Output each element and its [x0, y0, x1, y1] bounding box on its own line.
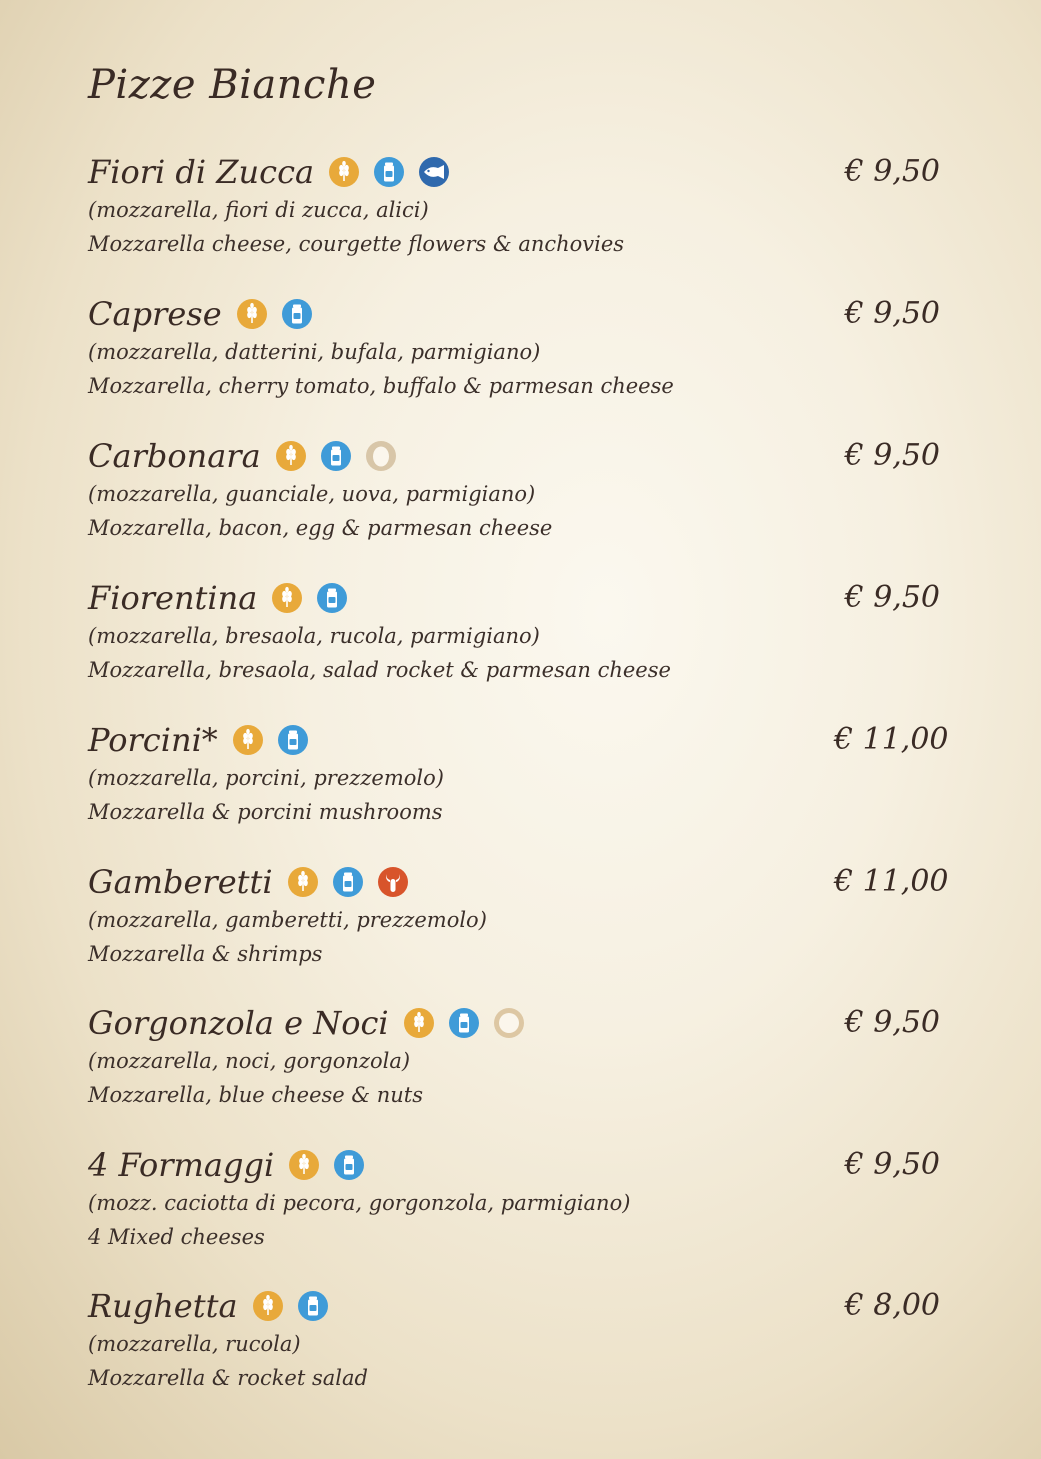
- item-ingredients-italian: (mozzarella, gamberetti, prezzemolo): [88, 908, 487, 932]
- shellfish-icon: [377, 866, 409, 898]
- item-header: [88, 720, 322, 760]
- item-price: € 8,00: [844, 1288, 940, 1323]
- item-ingredients-italian: (mozzarella, rucola): [88, 1332, 301, 1356]
- item-header: [88, 436, 410, 476]
- item-ingredients-english: Mozzarella, bresaola, salad rocket & parmesan cheese: [88, 658, 671, 682]
- menu-item: [88, 578, 948, 698]
- item-header: [88, 152, 463, 192]
- item-ingredients-english: Mozzarella, bacon, egg & parmesan cheese: [88, 516, 553, 540]
- wheat-icon: [328, 156, 360, 188]
- item-ingredients-english: Mozzarella cheese, courgette flowers & anchovies: [88, 232, 625, 256]
- menu-item: [88, 862, 948, 982]
- item-name: Porcini*: [88, 721, 218, 759]
- item-name: Caprese: [88, 295, 222, 333]
- menu-item: [88, 1286, 948, 1406]
- allergen-icons: [232, 724, 322, 756]
- egg-icon: [365, 440, 397, 472]
- milk-bottle-icon: [373, 156, 405, 188]
- allergen-icons: [275, 440, 410, 472]
- item-ingredients-english: 4 Mixed cheeses: [88, 1225, 265, 1249]
- item-ingredients-english: Mozzarella, cherry tomato, buffalo & parmesan cheese: [88, 374, 674, 398]
- allergen-icons: [288, 1149, 378, 1181]
- item-header: [88, 294, 326, 334]
- item-name: Gamberetti: [88, 863, 273, 901]
- wheat-icon: [288, 1149, 320, 1181]
- menu-item: [88, 720, 948, 840]
- allergen-icons: [271, 582, 361, 614]
- item-ingredients-english: Mozzarella, blue cheese & nuts: [88, 1083, 424, 1107]
- menu-item: [88, 294, 948, 414]
- item-header: [88, 1145, 378, 1185]
- wheat-icon: [275, 440, 307, 472]
- item-price: € 9,50: [844, 154, 940, 189]
- milk-bottle-icon: [316, 582, 348, 614]
- item-name: Rughetta: [88, 1287, 238, 1325]
- item-ingredients-italian: (mozzarella, fiori di zucca, alici): [88, 198, 429, 222]
- item-ingredients-italian: (mozzarella, bresaola, rucola, parmigiano): [88, 624, 540, 648]
- wheat-icon: [287, 866, 319, 898]
- wheat-icon: [236, 298, 268, 330]
- allergen-icons: [252, 1290, 342, 1322]
- item-ingredients-english: Mozzarella & shrimps: [88, 942, 323, 966]
- fish-icon: [418, 156, 450, 188]
- item-header: [88, 862, 422, 902]
- allergen-icons: [328, 156, 463, 188]
- item-ingredients-italian: (mozzarella, porcini, prezzemolo): [88, 766, 444, 790]
- item-ingredients-italian: (mozzarella, guanciale, uova, parmigiano): [88, 482, 536, 506]
- item-header: [88, 1286, 342, 1326]
- item-ingredients-english: Mozzarella & rocket salad: [88, 1366, 368, 1390]
- allergen-icons: [287, 866, 422, 898]
- menu-item: [88, 1003, 948, 1123]
- item-header: [88, 1003, 538, 1043]
- milk-bottle-icon: [332, 866, 364, 898]
- item-price: € 9,50: [844, 438, 940, 473]
- item-price: € 11,00: [834, 722, 949, 757]
- menu-item: [88, 1145, 948, 1265]
- item-name: Gorgonzola e Noci: [88, 1004, 389, 1042]
- milk-bottle-icon: [277, 724, 309, 756]
- wheat-icon: [252, 1290, 284, 1322]
- milk-bottle-icon: [448, 1007, 480, 1039]
- item-name: Fiorentina: [88, 579, 258, 617]
- item-price: € 9,50: [844, 580, 940, 615]
- item-price: € 9,50: [844, 1005, 940, 1040]
- page-title: Pizze Bianche: [88, 62, 377, 108]
- milk-bottle-icon: [297, 1290, 329, 1322]
- allergen-icons: [403, 1007, 538, 1039]
- item-name: Carbonara: [88, 437, 261, 475]
- item-header: [88, 578, 361, 618]
- menu-item: [88, 436, 948, 556]
- allergen-icons: [236, 298, 326, 330]
- item-ingredients-italian: (mozz. caciotta di pecora, gorgonzola, parmigiano): [88, 1191, 631, 1215]
- item-ingredients-english: Mozzarella & porcini mushrooms: [88, 800, 443, 824]
- milk-bottle-icon: [281, 298, 313, 330]
- item-name: Fiori di Zucca: [88, 153, 315, 191]
- nut-icon: [493, 1007, 525, 1039]
- item-ingredients-italian: (mozzarella, noci, gorgonzola): [88, 1049, 411, 1073]
- wheat-icon: [232, 724, 264, 756]
- item-price: € 9,50: [844, 296, 940, 331]
- item-price: € 9,50: [844, 1147, 940, 1182]
- item-name: 4 Formaggi: [88, 1146, 275, 1184]
- milk-bottle-icon: [320, 440, 352, 472]
- item-price: € 11,00: [834, 864, 949, 899]
- wheat-icon: [271, 582, 303, 614]
- wheat-icon: [403, 1007, 435, 1039]
- menu-item: [88, 152, 948, 272]
- milk-bottle-icon: [333, 1149, 365, 1181]
- item-ingredients-italian: (mozzarella, datterini, bufala, parmigiano): [88, 340, 541, 364]
